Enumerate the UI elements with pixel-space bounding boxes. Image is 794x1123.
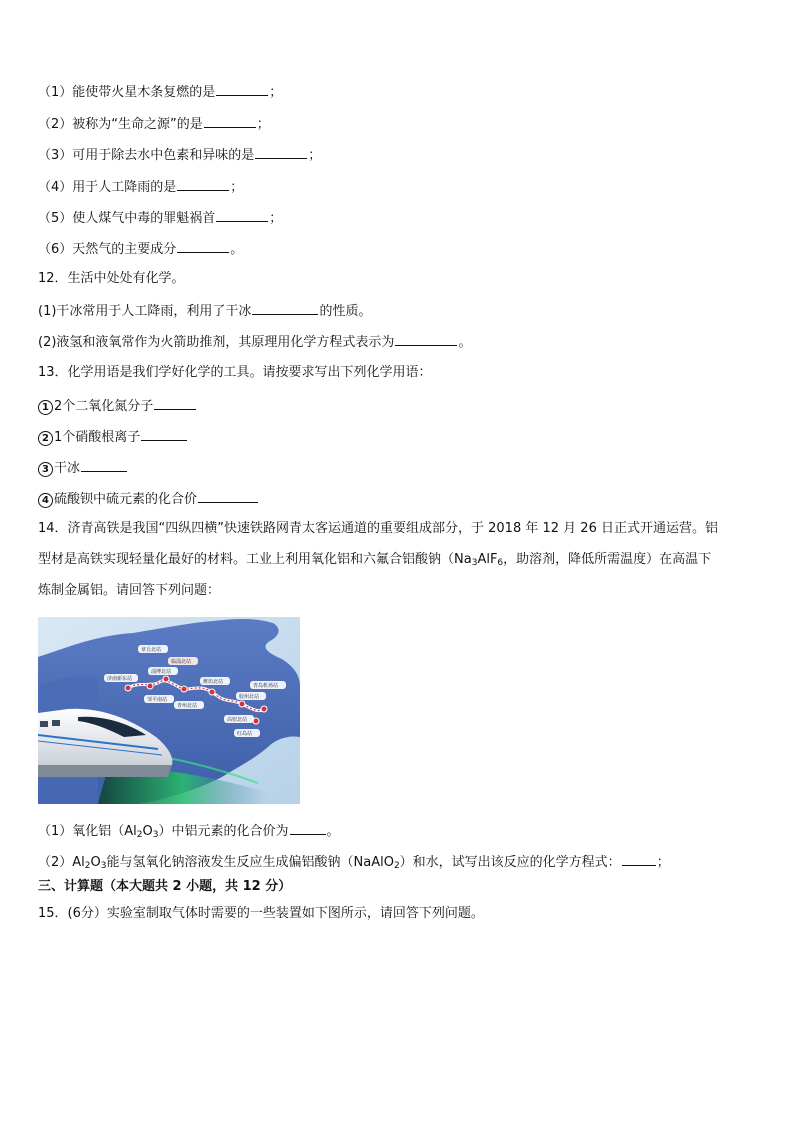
q15-stem: 15．(6分）实验室制取气体时需要的一些装置如下图所示，请回答下列问题。 bbox=[38, 906, 484, 921]
answer-blank[interactable] bbox=[216, 82, 268, 96]
station-dot bbox=[125, 685, 131, 691]
q13-item-2: 2 1个硝酸根离子 bbox=[38, 427, 188, 447]
q13-stem: 13．化学用语是我们学好化学的工具。请按要求写出下列化学用语： bbox=[38, 365, 432, 380]
station-dot bbox=[181, 686, 187, 692]
q11-item-5: （5）使人煤气中毒的罪魁祸首 ； bbox=[38, 208, 282, 228]
answer-blank[interactable] bbox=[252, 301, 318, 315]
station-label: 济南新东站 bbox=[107, 676, 133, 682]
circled-number: 3 bbox=[38, 462, 53, 477]
circled-number: 4 bbox=[38, 493, 53, 508]
circled-number: 1 bbox=[38, 400, 53, 415]
train-undercarriage bbox=[38, 765, 172, 777]
q12-sub-1: (1)干冰常用于人工降雨，利用了干冰 的性质。 bbox=[38, 301, 371, 321]
train-window bbox=[40, 721, 48, 727]
q11-item-3: （3）可用于除去水中色素和异味的是 ； bbox=[38, 145, 321, 165]
station-dot bbox=[163, 676, 169, 682]
q13-item-1: 1 2个二氧化氮分子 bbox=[38, 396, 197, 416]
answer-blank[interactable] bbox=[177, 239, 229, 253]
answer-blank[interactable] bbox=[255, 145, 307, 159]
answer-blank[interactable] bbox=[177, 177, 229, 191]
answer-blank[interactable] bbox=[81, 458, 127, 472]
q14-sub-1: （1）氧化铝$(Al_2O_3)$中铝元素的化合价为 。 bbox=[38, 821, 340, 841]
railway-map-image bbox=[38, 617, 300, 804]
answer-blank[interactable] bbox=[216, 208, 268, 222]
station-dot bbox=[239, 701, 245, 707]
answer-blank[interactable] bbox=[141, 427, 187, 441]
station-label: 红岛站 bbox=[237, 731, 253, 737]
station-dot bbox=[147, 683, 153, 689]
station-label: 胶州北站 bbox=[239, 694, 260, 700]
station-dot bbox=[209, 689, 215, 695]
station-label: 章丘北站 bbox=[141, 647, 162, 653]
q13-item-3: 3 干冰 bbox=[38, 458, 128, 478]
q12-sub-2: (2)液氢和液氧常作为火箭助推剂，其原理用化学方程式表示为 。 bbox=[38, 332, 471, 352]
station-label: 高密北站 bbox=[227, 717, 248, 723]
q13-item-4: 4 硫酸钡中硫元素的化合价 bbox=[38, 489, 259, 509]
station-label: 临淄北站 bbox=[171, 659, 192, 665]
station-label: 潍坊北站 bbox=[203, 679, 224, 685]
answer-blank[interactable] bbox=[290, 821, 326, 835]
q11-item-1: （1）能使带火星木条复燃的是 ； bbox=[38, 82, 282, 102]
answer-blank[interactable] bbox=[204, 114, 256, 128]
station-label: 青岛机场站 bbox=[253, 683, 279, 689]
train-window bbox=[52, 720, 60, 726]
q11-item-4: （4）用于人工降雨的是 ； bbox=[38, 177, 243, 197]
answer-blank[interactable] bbox=[622, 852, 656, 866]
q14-line-1: 14．济青高铁是我国“四纵四横”快速铁路网青太客运通道的重要组成部分，于 2018 年 12 月 26 日正式开通运营。铝 bbox=[38, 521, 718, 536]
circled-number: 2 bbox=[38, 431, 53, 446]
q14-sub-2: $(2)Al_2O_3$能与氢氧化钠溶液发生反应生成偏铝酸钠（NaAlO$_2$）和水，试写出该反应的化学方程式： ； bbox=[38, 852, 670, 872]
station-label: 青州北站 bbox=[177, 703, 198, 709]
station-dot bbox=[261, 706, 267, 712]
station-label: 邹平南站 bbox=[147, 697, 168, 703]
answer-blank[interactable] bbox=[395, 332, 457, 346]
q11-item-6: （6）天然气的主要成分 。 bbox=[38, 239, 243, 259]
q11-item-2: （2）被称为“生命之源”的是 ； bbox=[38, 114, 270, 134]
station-label: 淄博北站 bbox=[151, 669, 172, 675]
q12-stem: 12．生活中处处有化学。 bbox=[38, 271, 185, 286]
railway-map-illustration bbox=[38, 617, 300, 804]
answer-blank[interactable] bbox=[198, 489, 258, 503]
section-heading: 三、计算题（本大题共 2 小题，共 12 分） bbox=[38, 879, 292, 894]
answer-blank[interactable] bbox=[154, 396, 196, 410]
q14-line-3: 炼制金属铝。请回答下列问题： bbox=[38, 583, 221, 598]
q14-line-2: 型材是高铁实现轻量化最好的材料。工业上利用氧化铝和六氟合铝酸钠（$Na_3AlF_6$，助溶剂，降低所需温度）在高温下 bbox=[38, 552, 712, 568]
